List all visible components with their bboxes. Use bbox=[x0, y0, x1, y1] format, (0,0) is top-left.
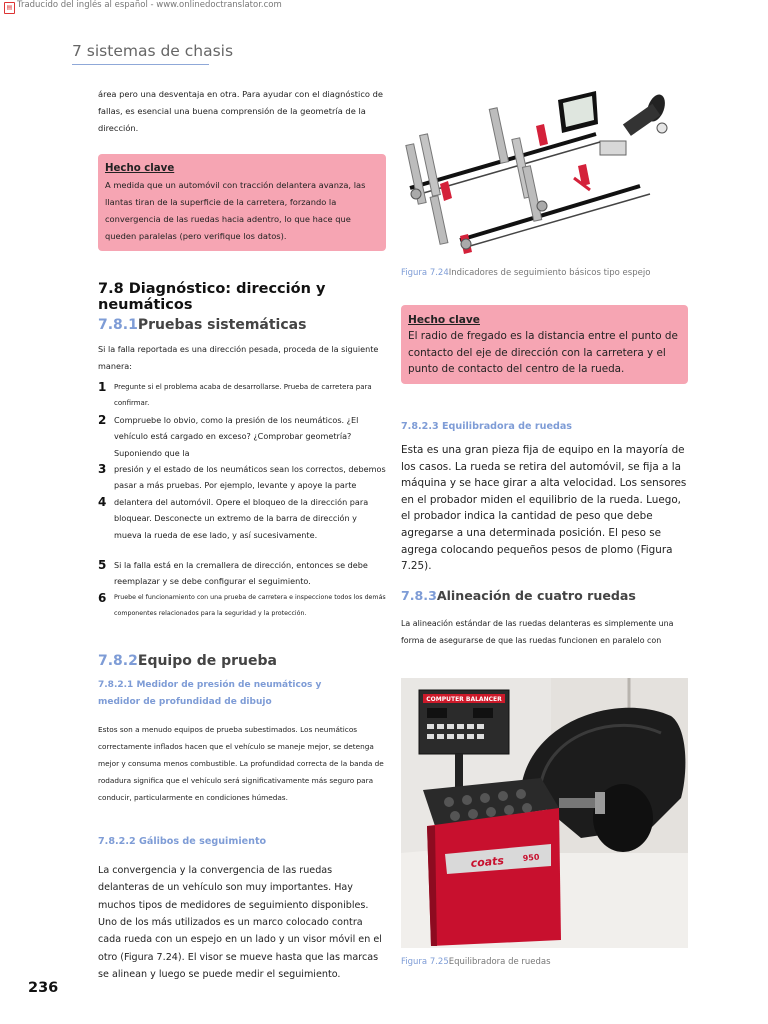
section-heading-7-8-2-3: 7.8.2.3 Equilibradora de ruedas bbox=[401, 421, 573, 432]
pressure-gauge-paragraph: Estos son a menudo equipos de prueba subestimados. Los neumáticos correctamente inflados hacen que el vehículo se maneje mejor, se detenga mejor y consuma menos combustible. La profundidad correcta de la banda de rodadura significa que el vehículo será significativamente más seguro para conducir, particularmente en condiciones húmedas. bbox=[98, 724, 384, 803]
section-heading-7-8-1 bbox=[98, 317, 386, 333]
wheel-balancer-photo bbox=[401, 678, 688, 948]
machine-model-label: 950 bbox=[522, 852, 540, 863]
pdf-icon: ▤ bbox=[4, 2, 15, 14]
step-number: 6 bbox=[98, 590, 107, 605]
section-heading-7-8-2 bbox=[98, 653, 386, 669]
wheel-balancer-illustration bbox=[401, 678, 688, 948]
key-fact-text: A medida que un automóvil con tracción delantera avanza, las llantas tiran de la superficie de la carretera, forzando la convergencia de las ruedas hacia adentro, lo que hace que queden paralelas (pero verifique los datos). bbox=[105, 180, 366, 242]
machine-panel-label: COMPUTER BALANCER bbox=[426, 696, 502, 703]
wheel-balancer-paragraph: Esta es una gran pieza fija de equipo en la mayoría de los casos. La rueda se retira del automóvil, se fija a la máquina y se hace girar a alta velocidad. Los sensores en el probador miden el equilibrio de la rueda. Luego, el probador indica la cantidad de peso que debe agregarse a una determinada posición. El peso se agrega colocando pequeños pesos de plomo (Figura 7.25). bbox=[401, 444, 687, 573]
step-item bbox=[98, 590, 386, 623]
step-text: delantera del automóvil. Opere el bloqueo de la dirección para bloquear. Desconecte un extremo de la barra de dirección y mueva la rueda de ese lado, y así sucesivamente. bbox=[114, 496, 369, 540]
tracking-gauges-paragraph: La convergencia y la convergencia de las ruedas delanteras de un vehículo son muy importantes. Hay muchos tipos de medidores de seguimiento disponibles. Uno de los más utilizados es un marco colocado contra cada rueda con un espejo en un lado y un visor móvil en el otro (Figura 7.24). El visor se mueve hasta que las marcas se alinean y luego se puede medir el seguimiento. bbox=[98, 864, 382, 981]
figure-number: Figura 7.25 bbox=[401, 957, 449, 967]
chapter-title: 7 sistemas de chasis bbox=[72, 42, 209, 65]
alignment-paragraph: La alineación estándar de las ruedas delanteras es simplemente una forma de asegurarse de que las ruedas funcionen en paralelo con bbox=[401, 619, 674, 645]
step-text: Si la falla está en la cremallera de dirección, entonces se debe reemplazar y se debe configurar el seguimiento. bbox=[114, 560, 368, 587]
tracking-gauge-illustration bbox=[400, 86, 690, 262]
section-title: Alineación de cuatro ruedas bbox=[436, 588, 636, 603]
left-column bbox=[98, 86, 386, 984]
steps-intro: Si la falla reportada es una dirección pesada, proceda de la siguiente manera: bbox=[98, 344, 379, 372]
step-number: 3 bbox=[98, 462, 107, 477]
step-text: Pruebe el funcionamiento con una prueba de carretera e inspeccione todos los demás componentes relacionados para la seguridad y la protección. bbox=[114, 593, 386, 618]
step-number: 1 bbox=[98, 379, 107, 394]
section-title: Pruebas sistemáticas bbox=[137, 317, 307, 334]
step-number: 2 bbox=[98, 412, 107, 427]
step-item bbox=[98, 379, 386, 412]
section-heading-7-8-2-2: 7.8.2.2 Gálibos de seguimiento bbox=[98, 835, 267, 847]
step-item bbox=[98, 412, 386, 461]
figure-number: Figura 7.24 bbox=[401, 268, 449, 278]
section-heading-7-8-3 bbox=[401, 588, 636, 603]
section-number: 7.8.2 bbox=[98, 652, 138, 669]
step-item bbox=[98, 557, 386, 590]
intro-paragraph: área pero una desventaja en otra. Para ayudar con el diagnóstico de fallas, es esencial una buena comprensión de la geometría de la dirección. bbox=[98, 89, 383, 133]
section-title: Equipo de prueba bbox=[137, 652, 277, 669]
step-text: presión y el estado de los neumáticos sean los correctos, debemos pasar a más pruebas. Por ejemplo, levante y apoye la parte bbox=[114, 464, 386, 491]
machine-brand-label: coats bbox=[470, 854, 505, 870]
figure-caption-text: Indicadores de seguimiento básicos tipo espejo bbox=[448, 268, 651, 278]
step-item bbox=[98, 494, 386, 543]
step-number: 4 bbox=[98, 494, 107, 509]
banner-text: Traducido del inglés al español - www.onlinedoctranslator.com bbox=[17, 0, 282, 10]
tracking-gauge-photo bbox=[400, 86, 690, 262]
steps-list bbox=[98, 379, 386, 623]
section-heading-7-8: 7.8 Diagnóstico: dirección y neumáticos bbox=[98, 281, 326, 314]
figure-7-25-caption bbox=[401, 957, 551, 967]
translator-banner[interactable] bbox=[4, 0, 282, 14]
figure-7-24-caption bbox=[401, 268, 650, 278]
step-text: Compruebe lo obvio, como la presión de los neumáticos. ¿El vehículo está cargado en exceso? ¿Comprobar geometría? Suponiendo que la bbox=[114, 414, 359, 458]
step-number: 5 bbox=[98, 558, 107, 573]
key-fact-box bbox=[401, 305, 688, 384]
page-number: 236 bbox=[28, 980, 59, 996]
key-fact-box bbox=[98, 154, 386, 251]
step-item bbox=[98, 461, 386, 494]
key-fact-title: Hecho clave bbox=[408, 314, 480, 326]
step-text: Pregunte si el problema acaba de desarrollarse. Prueba de carretera para confirmar. bbox=[114, 382, 372, 408]
key-fact-text: El radio de fregado es la distancia entre el punto de contacto del eje de dirección con la carretera y el punto de contacto del centro de la rueda. bbox=[408, 330, 678, 376]
figure-caption-text: Equilibradora de ruedas bbox=[448, 957, 551, 967]
section-number: 7.8.1 bbox=[98, 317, 138, 334]
section-heading-7-8-2-1: 7.8.2.1 Medidor de presión de neumáticos y medidor de profundidad de dibujo bbox=[98, 679, 322, 707]
key-fact-title: Hecho clave bbox=[105, 163, 175, 175]
section-number: 7.8.3 bbox=[401, 588, 437, 603]
